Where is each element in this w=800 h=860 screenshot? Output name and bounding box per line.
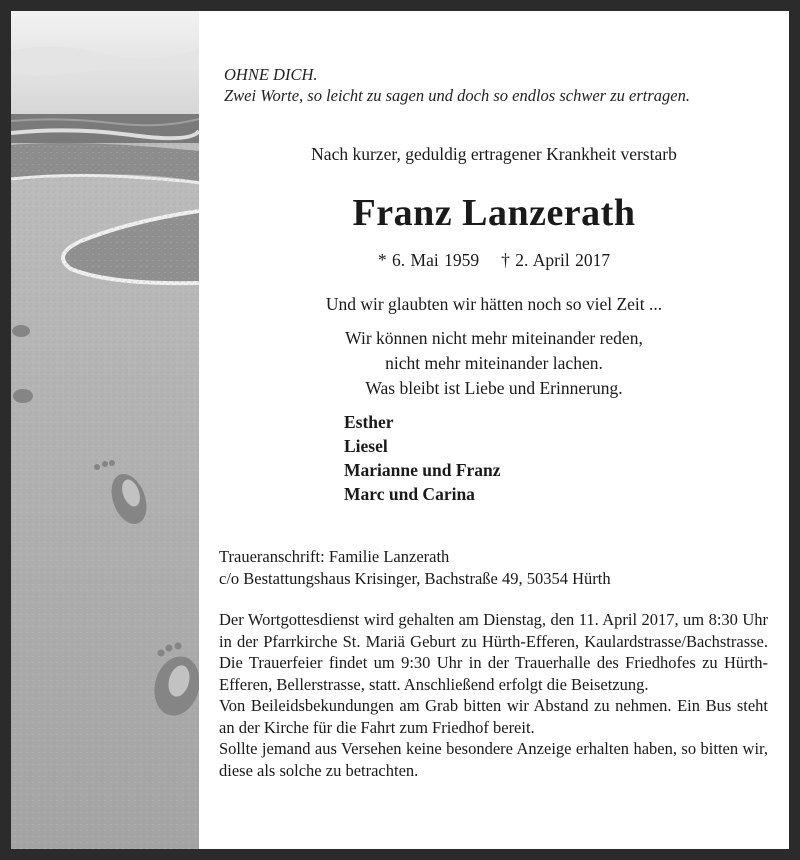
mourners-list xyxy=(344,410,501,506)
poem xyxy=(199,326,789,401)
service-info xyxy=(219,609,768,781)
mourner-name: Liesel xyxy=(344,436,388,456)
beach-footprints-photo xyxy=(11,11,199,849)
motto-line-2: Zwei Worte, so leicht zu sagen und doch so endlos schwer zu ertragen. xyxy=(224,86,690,105)
intro-text: Nach kurzer, geduldig ertragener Krankheit verstarb xyxy=(311,144,677,164)
quote-line: Und wir glaubten wir hätten noch so viel Zeit ... xyxy=(325,294,663,314)
motto xyxy=(224,64,690,106)
condolence-paragraph: Von Beileidsbekundungen am Grab bitten wir Abstand zu nehmen. Ein Bus steht an der Kirche für die Fahrt zum Friedhof bereit. xyxy=(219,696,768,737)
mourner-name: Esther xyxy=(344,412,394,432)
service-paragraph: Der Wortgottesdienst wird gehalten am Dienstag, den 11. April 2017, um 8:30 Uhr in der Pfarrkirche St. Mariä Geburt zu Hürth-Efferen, Kaulardstrasse/Bachstrasse. Die Trauerfeier findet um 9:30 Uhr in der Trauerhalle des Friedhofes zu Hürth-Efferen, Bellerstrasse, statt. Anschließend erfolgt die Beisetzung. xyxy=(219,610,768,694)
life-dates xyxy=(199,250,789,271)
poem-line: Was bleibt ist Liebe und Erinnerung. xyxy=(365,378,623,398)
deceased-name: Franz Lanzerath xyxy=(352,192,636,234)
birth-date: * 6. Mai 1959 xyxy=(377,250,480,270)
notice-paragraph: Sollte jemand aus Versehen keine besondere Anzeige erhalten haben, so bitten wir, diese als solche zu betrachten. xyxy=(219,739,768,780)
obituary-text xyxy=(199,11,789,849)
death-date: † 2. April 2017 xyxy=(501,250,611,270)
address-line-2: c/o Bestattungshaus Krisinger, Bachstraße 49, 50354 Hürth xyxy=(219,569,611,588)
mourner-name: Marianne und Franz xyxy=(344,460,501,480)
poem-line: Wir können nicht mehr miteinander reden, xyxy=(345,328,643,348)
mourner-name: Marc und Carina xyxy=(344,484,475,504)
mourning-address xyxy=(219,546,611,590)
address-line-1: Traueranschrift: Familie Lanzerath xyxy=(219,547,450,566)
motto-line-1: OHNE DICH. xyxy=(224,65,318,84)
poem-line: nicht mehr miteinander lachen. xyxy=(385,353,603,373)
